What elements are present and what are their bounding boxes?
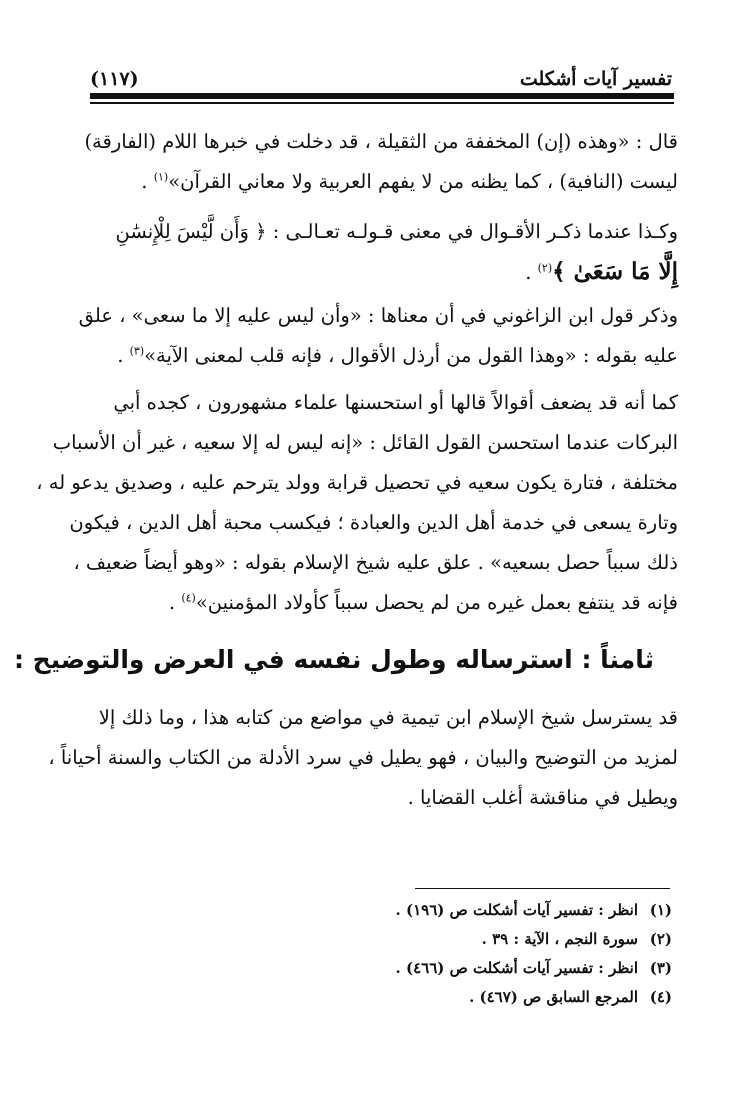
header-rule-thick	[90, 93, 674, 99]
footnote-number: (١)	[649, 901, 672, 919]
paragraph-line: قد يسترسل شيخ الإسلام ابن تيمية في مواضع من كتابه هذا ، وما ذلك إلا	[98, 706, 678, 729]
footnote-text: انظر : تفسير آيات أشكلت ص (٤٦٦) .	[395, 959, 638, 977]
footnote-item	[396, 925, 672, 954]
footnote-ref-4[interactable]: (٤)	[181, 591, 196, 605]
paragraph-line: ذلك سبباً حصل بسعيه» . علق عليه شيخ الإسلام بقوله : «وهو أيضاً ضعيف ،	[73, 551, 678, 574]
footnote-text: انظر : تفسير آيات أشكلت ص (١٩٦) .	[395, 901, 638, 919]
footnote-number: (٢)	[649, 930, 672, 948]
footnotes-list	[396, 896, 672, 1012]
footnote-number: (٣)	[649, 959, 672, 977]
paragraph-line: كما أنه قد يضعف أقوالاً قالها أو استحسنها علماء مشهورون ، كجده أبي	[113, 391, 678, 414]
paragraph-line: ويطيل في مناقشة أغلب القضايا .	[407, 786, 678, 809]
paragraph-line: وتارة يسعى في خدمة أهل الدين والعبادة ؛ فيكسب محبة أهل الدين ، فيكون	[69, 511, 678, 534]
paragraph-line: مختلفة ، فتارة يكون سعيه في تحصيل قرابة وولد يترحم عليه ، وصديق يدعو له ،	[36, 471, 678, 494]
footnote-ref-2[interactable]: (٢)	[537, 261, 553, 275]
footnote-ref-1[interactable]: (١)	[153, 170, 169, 184]
footnote-ref-3[interactable]: (٣)	[129, 344, 145, 358]
paragraph-4	[36, 383, 678, 623]
footnote-item	[396, 896, 672, 925]
page-number: (١١٧)	[90, 68, 139, 90]
paragraph-line: ليست (النافية) ، كما يظنه من لا يفهم العربية ولا معاني القرآن»$^{(١)}$ .	[141, 170, 678, 193]
footnote-item	[396, 954, 672, 983]
paragraph-3	[68, 296, 678, 376]
header-rule-thin	[90, 102, 674, 104]
paragraph-line: وكـذا عندما ذكـر الأقـوال في معنى قـولـه تعـالـى : ﴿ وَأَن لَّيْسَ لِلْإِنسَٰنِ	[115, 220, 678, 243]
section-title: ثامناً : استرساله وطول نفسه في العرض والتوضيح :	[13, 645, 654, 674]
paragraph-line: البركات عندما استحسن القول القائل : «إنه ليس له إلا سعيه ، غير أن الأسباب	[52, 431, 678, 454]
paragraph-line: وذكر قول ابن الزاغوني في أن معناها : «وأن ليس عليه إلا ما سعى» ، علق	[78, 304, 678, 327]
book-title: تفسير آيات أشكلت	[519, 68, 672, 90]
paragraph-5	[48, 698, 678, 818]
paragraph-line: قال : «وهذه (إن) المخففة من الثقيلة ، قد دخلت في خبرها اللام (الفارقة)	[84, 130, 678, 153]
paragraph-1	[68, 122, 678, 202]
paragraph-line: لمزيد من التوضيح والبيان ، فهو يطيل في سرد الأدلة من الكتاب والسنة أحياناً ،	[48, 746, 678, 769]
paragraph-2	[68, 212, 678, 293]
footnote-number: (٤)	[649, 988, 672, 1006]
paragraph-line: عليه بقوله : «وهذا القول من أرذل الأقوال ، فإنه قلب لمعنى الآية»$^{(٣)}$ .	[117, 344, 678, 367]
footnote-divider	[415, 888, 670, 889]
paragraph-line: فإنه قد ينتفع بعمل غيره من لم يحصل سبباً كأولاد المؤمنين»$^{(٤)}$ .	[168, 591, 678, 614]
footnote-item	[396, 983, 672, 1012]
footnote-text: المرجع السابق ص (٤٦٧) .	[469, 988, 638, 1006]
paragraph-line: إِلَّا مَا سَعَىٰ ﴾$^{(٢)}$ .	[525, 258, 678, 285]
footnote-text: سورة النجم ، الآية : ٣٩ .	[481, 930, 638, 948]
page-header	[90, 62, 672, 90]
quran-verse: إِلَّا مَا سَعَىٰ ﴾	[552, 258, 678, 285]
